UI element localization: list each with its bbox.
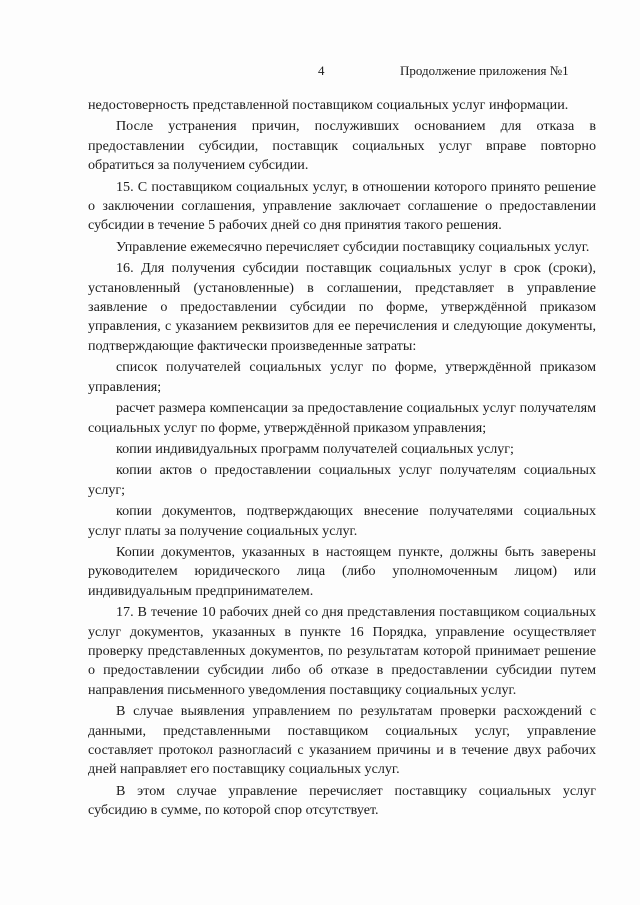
paragraph: В этом случае управление перечисляет поставщику социальных услуг субсидию в сумме, по которой спор отсутствует. (88, 782, 596, 819)
paragraph: В случае выявления управлением по результатам проверки расхождений с данными, представленными поставщиком социальных услуг, управление составляет протокол разногласий с указанием причины и в течение двух рабочих дней направляет его поставщику социальных услуг. (88, 703, 596, 778)
paragraph: Управление ежемесячно перечисляет субсидии поставщику социальных услуг. (116, 238, 590, 255)
appendix-continuation-label: Продолжение приложения №1 (400, 63, 569, 78)
paragraph-17: 17. В течение 10 рабочих дней со дня представления поставщиком социальных услуг документов, указанных в пункте 16 Порядка, управление осуществляет проверку представленных документов, по результатам которой принимает решение о предоставлении субсидии либо об отказе в предоставлении субсидии путем направления письменного уведомления поставщику социальных услуг. (88, 604, 596, 698)
paragraph-16: 16. Для получения субсидии поставщик социальных услуг в срок (сроки), установленный (установленные) в соглашении, представляет в управление заявление о предоставлении субсидии по форме, утверждённой приказом управления, с указанием реквизитов для ее перечисления и следующие документы, подтверждающие фактически произведенные затраты: (88, 260, 596, 354)
paragraph-15: 15. С поставщиком социальных услуг, в отношении которого принято решение о заключении соглашения, управление заключает соглашение о предоставлении субсидии в течение 5 рабочих дней со дня принятия такого решения. (88, 178, 596, 234)
list-item: копии актов о предоставлении социальных услуг получателям социальных услуг; (88, 462, 596, 498)
list-item: список получателей социальных услуг по форме, утверждённой приказом управления; (88, 359, 596, 395)
page-number: 4 (318, 63, 325, 78)
list-item: копии индивидуальных программ получателей социальных услуг; (116, 440, 514, 457)
list-item: копии документов, подтверждающих внесение получателями социальных услуг платы за получение социальных услуг. (88, 503, 596, 539)
paragraph: Копии документов, указанных в настоящем пункте, должны быть заверены руководителем юридического лица (либо уполномоченным лицом) или индивидуальным предпринимателем. (88, 543, 596, 599)
paragraph: недостоверность представленной поставщиком социальных услуг информации. (88, 97, 569, 113)
list-item: расчет размера компенсации за предоставление социальных услуг получателям социальных услуг по форме, утверждённой приказом управления; (88, 400, 596, 436)
document-body (88, 96, 596, 823)
paragraph: После устранения причин, послуживших основанием для отказа в предоставлении субсидии, поставщик социальных услуг вправе повторно обратиться за получением субсидии. (88, 118, 596, 174)
